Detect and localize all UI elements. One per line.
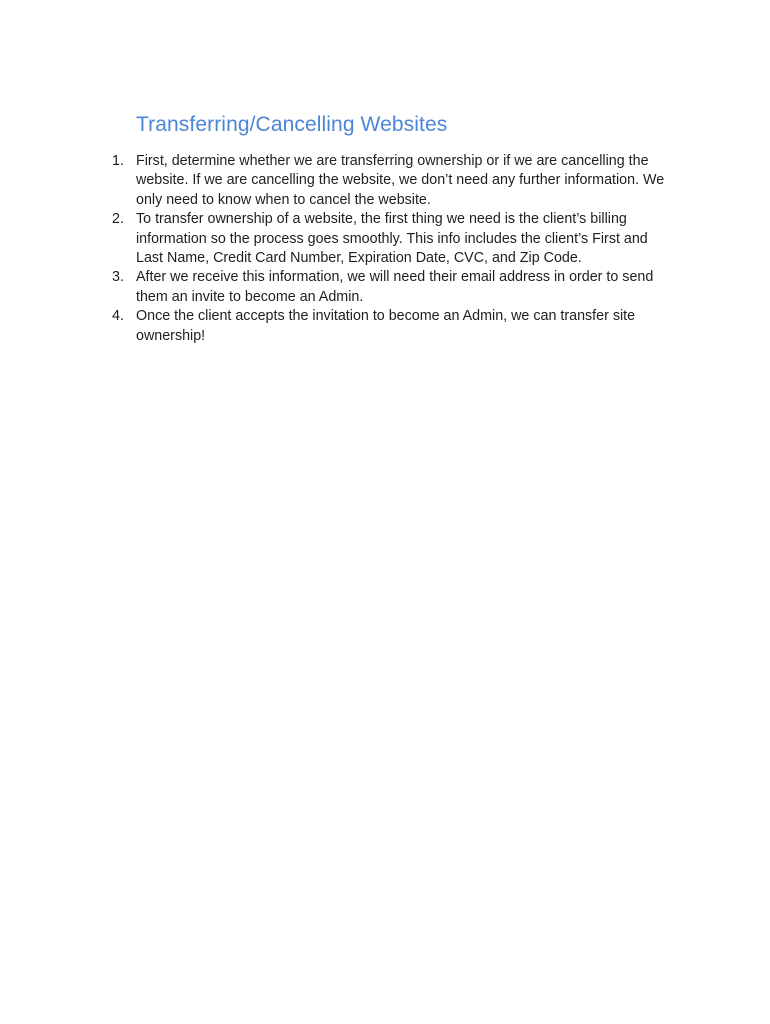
list-item bbox=[112, 152, 676, 210]
list-item-number: 1. bbox=[112, 153, 124, 169]
steps-list bbox=[112, 152, 676, 346]
list-item-number: 2. bbox=[112, 211, 124, 228]
list-item-text: After we receive this information, we will need their email address in order to send them an invite to become an Admin. bbox=[136, 269, 654, 305]
list-item-text: First, determine whether we are transferring ownership or if we are cancelling the website. If we are cancelling the website, we don’t need any further information. We only need to know when to cancel the website. bbox=[136, 153, 665, 208]
list-item bbox=[112, 268, 676, 307]
list-item-text: Once the client accepts the invitation to become an Admin, we can transfer site ownership! bbox=[136, 308, 636, 344]
list-item-text: To transfer ownership of a website, the first thing we need is the client’s billing information so the process goes smoothly. This info includes the client’s First and Last Name, Credit Card Number, Expiration Date, CVC, and Zip Code. bbox=[136, 211, 648, 267]
list-item-number: 3. bbox=[112, 269, 124, 286]
list-item bbox=[112, 307, 676, 346]
document-title: Transferring/Cancelling Websites bbox=[136, 113, 448, 136]
list-item bbox=[112, 210, 676, 268]
list-item-number: 4. bbox=[112, 308, 124, 325]
